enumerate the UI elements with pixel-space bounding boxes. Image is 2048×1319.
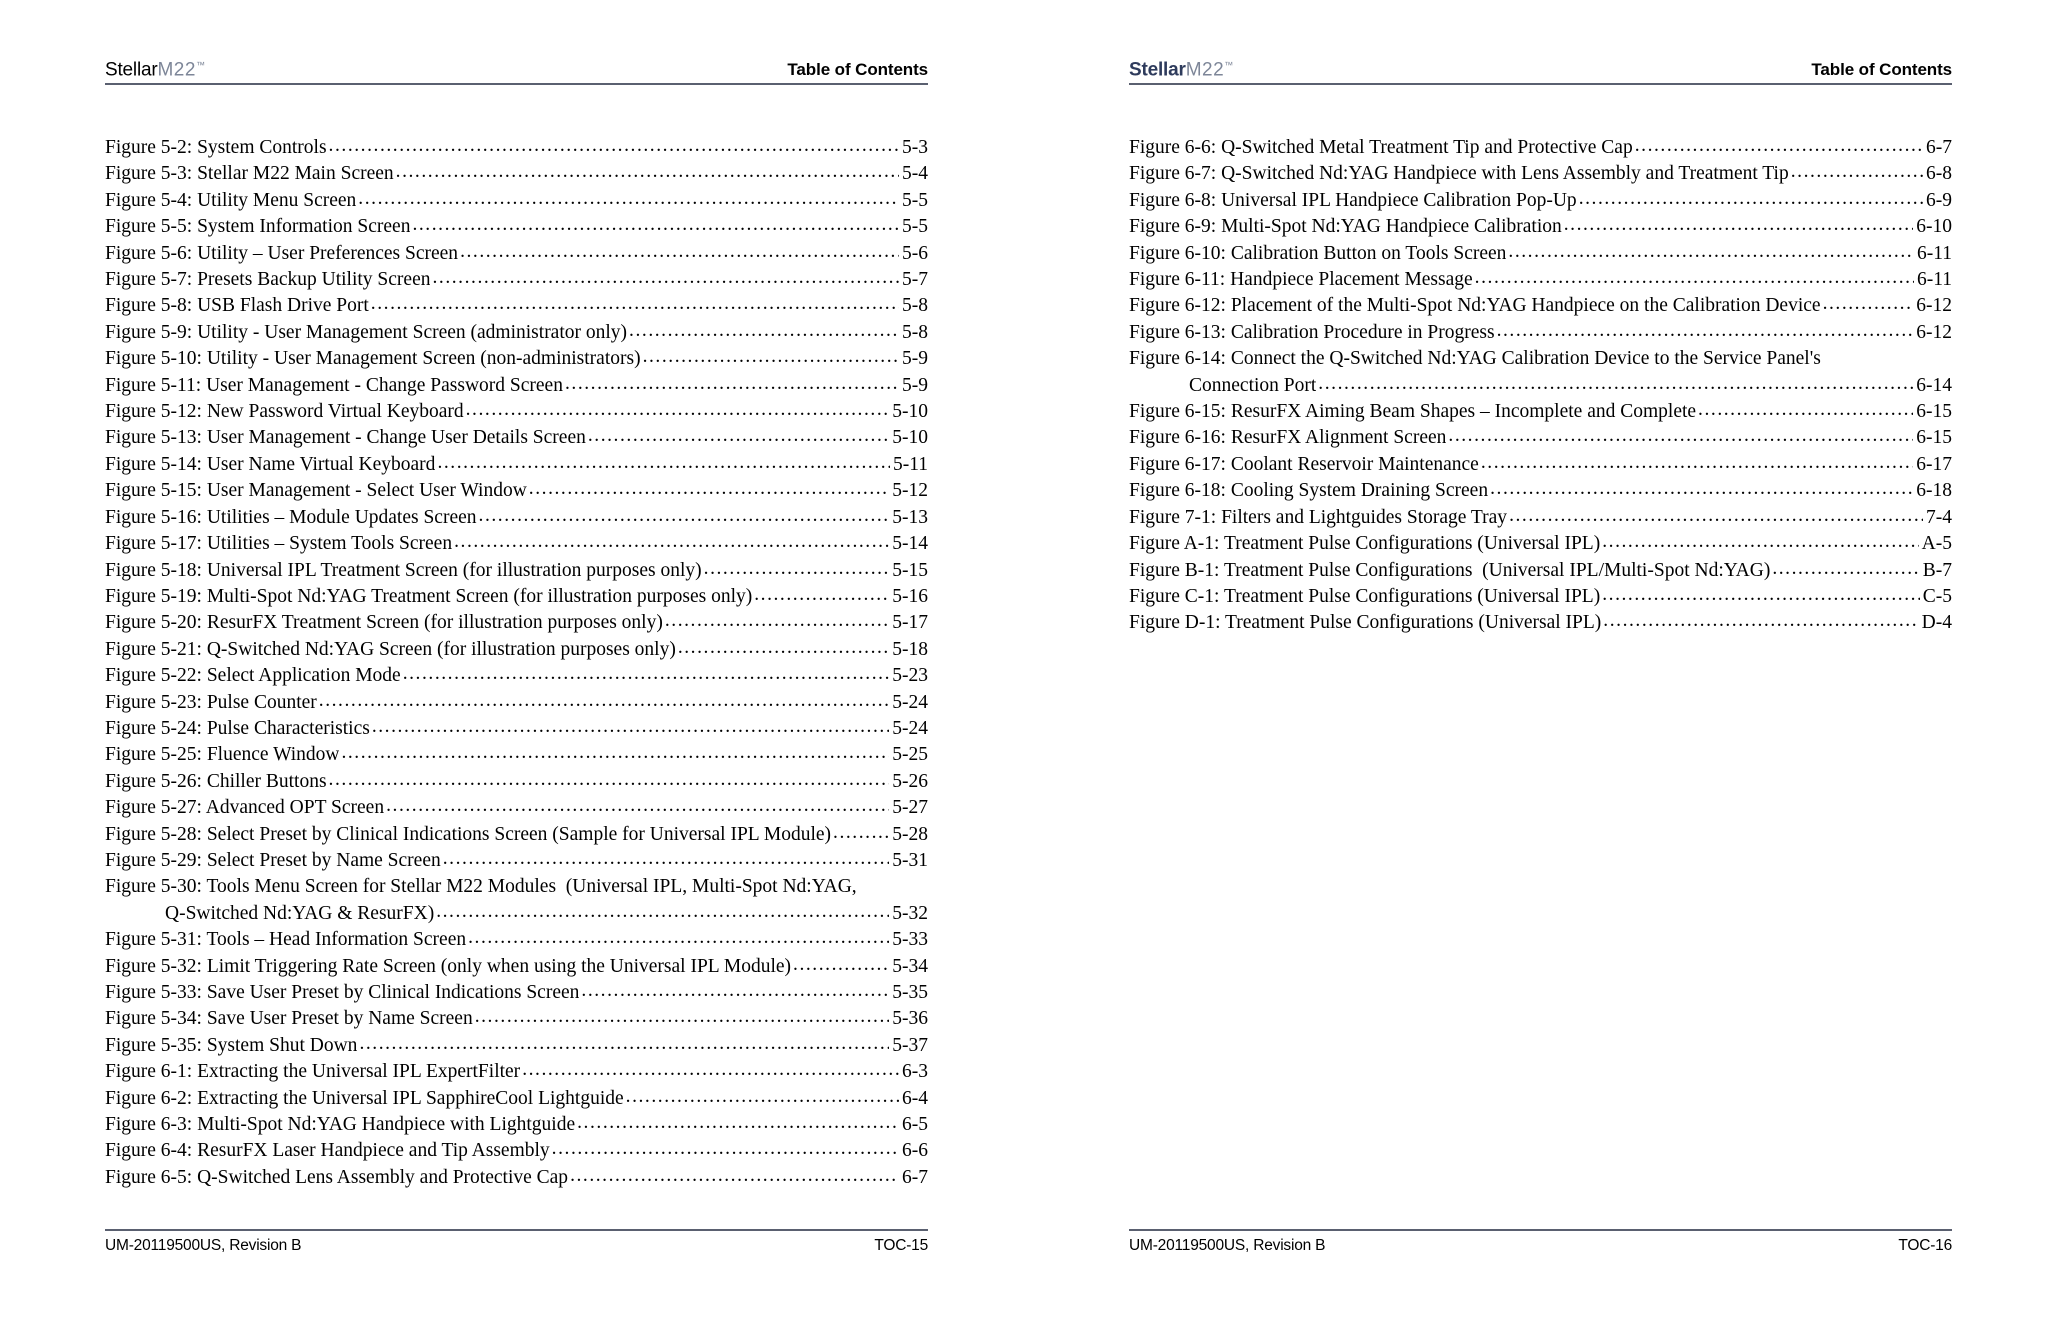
toc-entry-page-number: 5-11 [892,453,928,475]
toc-entry-page-number: 5-35 [892,982,928,1003]
dot-leader [552,1145,899,1165]
dot-leader [1509,511,1923,531]
dot-leader [1481,458,1913,478]
toc-entry[interactable] [105,558,928,584]
logo-stellar-text: Stellar [1129,59,1186,80]
dot-leader [529,485,889,505]
toc-entry[interactable] [1129,558,1952,584]
toc-entry[interactable] [105,293,928,319]
toc-entry[interactable] [105,663,928,689]
dot-leader [581,986,889,1006]
toc-entry[interactable] [105,135,928,161]
toc-entry[interactable] [1129,293,1952,319]
dot-leader [522,1066,899,1086]
header-divider [1129,83,1952,85]
toc-entry[interactable] [105,848,928,874]
toc-entry-label: Figure 6-7: Q-Switched Nd:YAG Handpiece with Lens Assembly and Treatment Tip [1129,163,1789,185]
toc-entry-page-number: 5-32 [892,902,928,924]
dot-leader [1772,564,1919,584]
page-footer [105,1229,928,1255]
toc-entry[interactable] [105,1086,928,1112]
dot-leader [454,538,889,558]
toc-entry-label: Figure 5-24: Pulse Characteristics [105,717,370,739]
logo-stellar-text: Stellar [105,59,158,80]
toc-entry-page-number: 5-27 [892,797,928,819]
toc-entry-label: Figure 5-5: System Information Screen [105,216,411,238]
toc-entry-page-number: 6-11 [1916,242,1952,264]
toc-entry[interactable] [105,690,928,716]
dot-leader [833,828,889,848]
dot-leader [1448,432,1913,452]
dot-leader [329,775,890,795]
dot-leader [754,590,889,610]
toc-entry-page-number: 5-37 [892,1034,928,1056]
toc-entry-label: Figure 5-29: Select Preset by Name Screen [105,849,441,871]
dot-leader [386,802,889,822]
toc-entry[interactable] [105,161,928,187]
page-header [1129,52,1952,86]
toc-entry-label: Figure D-1: Treatment Pulse Configurations (Universal IPL) [1129,612,1602,634]
toc-entry-page-number: 5-10 [892,427,928,449]
toc-entry[interactable] [1129,478,1952,504]
toc-entry[interactable] [1129,425,1952,451]
dot-leader [437,458,890,478]
dot-leader [460,247,899,267]
dot-leader [1602,590,1920,610]
header-divider [105,83,928,85]
toc-entry[interactable] [105,399,928,425]
toc-entry-page-number: 6-12 [1916,295,1952,317]
toc-entry-page-number: 5-3 [902,137,928,158]
toc-entry[interactable] [105,214,928,240]
dot-leader [1564,221,1914,241]
toc-entry-page-number: A-5 [1921,533,1952,555]
toc-entry-page-number: 6-7 [902,1166,928,1188]
dot-leader [1579,194,1923,214]
toc-entry-page-number: 5-28 [892,823,928,845]
toc-entry-label: Figure 5-28: Select Preset by Clinical Indications Screen (Sample for Universal IPL Module) [105,823,832,845]
dot-leader [436,907,889,927]
dot-leader [577,1118,899,1138]
toc-entry-label: Figure 6-9: Multi-Spot Nd:YAG Handpiece Calibration [1129,216,1562,238]
toc-entry[interactable] [1129,161,1952,187]
toc-entry-page-number: 6-7 [1926,137,1952,158]
toc-entry[interactable] [105,1112,928,1138]
toc-entry[interactable] [105,188,928,214]
toc-entry-page-number: 5-12 [892,480,928,502]
toc-entry[interactable] [105,795,928,821]
page-footer [1129,1229,1952,1255]
toc-entry-label: Figure 6-6: Q-Switched Metal Treatment Tip and Protective Cap [1129,137,1633,158]
dot-leader [1475,273,1914,293]
dot-leader [704,564,890,584]
toc-entry-label: Figure A-1: Treatment Pulse Configurations (Universal IPL) [1129,533,1601,555]
dot-leader [1698,405,1913,425]
dot-leader [665,617,889,637]
toc-entry-label: Figure 5-10: Utility - User Management Screen (non-administrators) [105,348,641,370]
dot-leader [629,326,899,346]
logo-m22-text: M22 [1185,59,1225,80]
dot-leader [1497,326,1914,346]
dot-leader [1508,247,1914,267]
toc-entry-label: Figure 5-35: System Shut Down [105,1034,358,1056]
toc-entry-page-number: 5-24 [892,691,928,713]
toc-entry-label: Figure 6-11: Handpiece Placement Message [1129,269,1473,291]
toc-entry-label: Figure 6-3: Multi-Spot Nd:YAG Handpiece with Lightguide [105,1114,576,1136]
toc-entry-label: Figure 5-32: Limit Triggering Rate Screen (only when using the Universal IPL Module) [105,955,792,977]
toc-entry[interactable] [105,425,928,451]
toc-entry[interactable] [1129,267,1952,293]
toc-entry-label: Figure 5-18: Universal IPL Treatment Screen (for illustration purposes only) [105,559,702,581]
footer-page-number: TOC-16 [1898,1237,1952,1254]
toc-entry-page-number: 6-15 [1916,427,1952,449]
toc-entry-label: Figure 5-33: Save User Preset by Clinical Indications Screen [105,982,580,1003]
dot-leader [1490,485,1913,505]
dot-leader [432,273,899,293]
page-header [105,52,928,86]
toc-entry-page-number: 6-9 [1926,189,1952,211]
toc-entry-label: Figure 5-23: Pulse Counter [105,691,317,713]
dot-leader [319,696,889,716]
toc-entry[interactable] [105,1138,928,1164]
toc-entry[interactable] [105,1165,928,1191]
toc-entry-label: Figure 5-2: System Controls [105,137,327,158]
toc-entry-label: Figure 5-7: Presets Backup Utility Screen [105,269,431,291]
dot-leader [1791,168,1923,188]
toc-entry[interactable] [105,1059,928,1085]
toc-entry-label-continued [105,901,928,927]
toc-entry-label: Figure 5-4: Utility Menu Screen [105,189,357,211]
dot-leader [626,1092,899,1112]
dot-leader [1635,141,1923,161]
toc-entry[interactable] [105,980,928,1006]
toc-entry-label: Figure 6-1: Extracting the Universal IPL ExpertFilter [105,1061,521,1083]
toc-entry[interactable] [1129,320,1952,346]
toc-entry[interactable] [105,874,928,927]
toc-entry-page-number: 6-5 [902,1114,928,1136]
toc-entry-label: Figure 5-16: Utilities – Module Updates Screen [105,506,477,528]
page-title: Table of Contents [1811,60,1952,79]
toc-entry[interactable] [1129,531,1952,557]
toc-entry-page-number: 6-6 [902,1140,928,1162]
dot-leader [1823,300,1914,320]
toc-entry-page-number: 5-8 [902,295,928,317]
logo-m22-text: M22 [157,59,196,80]
dot-leader [359,1039,889,1059]
toc-entry-page-number: 5-13 [892,506,928,528]
toc-entry[interactable] [1129,241,1952,267]
toc-entry-page-number: 5-17 [892,612,928,634]
toc-entry[interactable] [105,927,928,953]
toc-entry-page-number: 5-9 [902,374,928,396]
toc-entry-page-number: 5-6 [902,242,928,264]
toc-entry[interactable] [1129,610,1952,636]
toc-entry-page-number: 6-14 [1916,374,1952,396]
toc-entry-page-number: 5-5 [902,216,928,238]
toc-entry-page-number: 6-10 [1916,216,1952,238]
toc-entry-page-number: 5-7 [902,269,928,291]
dot-leader [412,221,899,241]
toc-entry-label: Figure 5-8: USB Flash Drive Port [105,295,369,317]
toc-entry[interactable] [1129,399,1952,425]
toc-entry-page-number: 6-4 [902,1087,928,1109]
dot-leader [329,141,899,161]
toc-entry-label: Figure 6-8: Universal IPL Handpiece Calibration Pop-Up [1129,189,1577,211]
toc-entry-label: Figure 5-19: Multi-Spot Nd:YAG Treatment Screen (for illustration purposes only) [105,585,753,607]
toc-entry-label: Figure 5-34: Save User Preset by Name Screen [105,1008,473,1030]
toc-entry[interactable] [1129,346,1952,399]
dot-leader [358,194,899,214]
toc-entry-page-number: 5-10 [892,401,928,423]
toc-entry-page-number: 5-14 [892,533,928,555]
dot-leader [1602,538,1918,558]
toc-entry-label: Figure 6-14: Connect the Q-Switched Nd:YAG Calibration Device to the Service Panel's [1129,348,1821,370]
dot-leader [468,934,889,954]
toc-entry-page-number: 6-18 [1916,480,1952,502]
toc-entry[interactable] [105,637,928,663]
toc-entry[interactable] [105,954,928,980]
toc-entry-page-number: 5-9 [902,348,928,370]
stellar-m22-logo [105,55,205,80]
toc-entry-label: Figure 5-17: Utilities – System Tools Screen [105,533,453,555]
toc-entry-page-number: D-4 [1921,612,1952,634]
toc-entry-label: Figure 6-18: Cooling System Draining Screen [1129,480,1489,502]
toc-entry-label: Figure 6-10: Calibration Button on Tools Screen [1129,242,1507,264]
toc-entry-page-number: 5-23 [892,665,928,687]
toc-entry[interactable] [105,241,928,267]
dot-leader [570,1171,899,1191]
toc-entry[interactable] [105,531,928,557]
toc-entry-list-right [1129,135,1952,637]
toc-entry[interactable] [105,373,928,399]
toc-entry-page-number: 5-25 [892,744,928,766]
toc-entry-page-number: 6-12 [1916,321,1952,343]
toc-entry-page-number: 5-34 [892,955,928,977]
toc-entry-page-number: 5-15 [892,559,928,581]
toc-entry-page-number: 6-3 [902,1061,928,1083]
dot-leader [643,353,899,373]
toc-entry-label: Figure 5-27: Advanced OPT Screen [105,797,385,819]
dot-leader [479,511,890,531]
toc-entry-label-line2: Connection Port [1189,374,1317,396]
toc-entry[interactable] [105,742,928,768]
toc-entry-page-number: 7-4 [1926,506,1952,528]
toc-entry-list-left [105,135,928,1191]
toc-entry-label: Figure 6-12: Placement of the Multi-Spot Nd:YAG Handpiece on the Calibration Device [1129,295,1821,317]
toc-entry[interactable] [105,1033,928,1059]
toc-entry-label: Figure 5-14: User Name Virtual Keyboard [105,453,436,475]
toc-entry[interactable] [105,716,928,742]
dot-leader [443,854,890,874]
toc-entry-label: Figure 5-20: ResurFX Treatment Screen (for illustration purposes only) [105,612,663,634]
toc-entry[interactable] [105,822,928,848]
toc-entry-label: Figure 5-9: Utility - User Management Screen (administrator only) [105,321,628,343]
toc-entry-label-continued [1129,373,1952,399]
toc-entry-page-number: 5-36 [892,1008,928,1030]
toc-entry[interactable] [1129,135,1952,161]
dot-leader [1318,379,1913,399]
toc-entry-label: Figure 6-5: Q-Switched Lens Assembly and Protective Cap [105,1166,569,1188]
toc-entry-label: Figure 5-13: User Management - Change User Details Screen [105,427,586,449]
toc-entry-page-number: 5-18 [892,638,928,660]
toc-entry-label: Figure 6-15: ResurFX Aiming Beam Shapes – Incomplete and Complete [1129,401,1697,423]
dot-leader [466,405,890,425]
toc-entry-label: Figure 5-22: Select Application Mode [105,665,401,687]
toc-entry[interactable] [105,320,928,346]
dot-leader [371,300,899,320]
toc-entry-label-line2: Q-Switched Nd:YAG & ResurFX) [165,902,435,924]
footer-document-id: UM-20119500US, Revision B [105,1237,302,1254]
toc-entry[interactable] [1129,505,1952,531]
trademark-icon: ™ [195,59,205,70]
toc-entry-page-number: 6-17 [1916,453,1952,475]
toc-entry-label: Figure 5-31: Tools – Head Information Screen [105,929,467,951]
toc-entry-page-number: 5-31 [892,849,928,871]
toc-entry-page-number: 5-33 [892,929,928,951]
toc-entry-label: Figure 5-6: Utility – User Preferences Screen [105,242,459,264]
page-title: Table of Contents [787,60,928,79]
toc-entry-label: Figure 5-11: User Management - Change Password Screen [105,374,563,396]
toc-entry-page-number: 6-8 [1926,163,1952,185]
footer-divider [105,1229,928,1231]
toc-entry-page-number: 5-8 [902,321,928,343]
toc-entry-page-number: 5-26 [892,770,928,792]
toc-entry-label: Figure 5-15: User Management - Select User Window [105,480,527,502]
toc-entry-label: Figure 5-12: New Password Virtual Keyboard [105,401,464,423]
toc-entry-page-number: 6-15 [1916,401,1952,423]
toc-entry-label: Figure 5-25: Fluence Window [105,744,340,766]
dot-leader [678,643,889,663]
dot-leader [1603,617,1918,637]
toc-entry-label: Figure 6-2: Extracting the Universal IPL SapphireCool Lightguide [105,1087,624,1109]
footer-divider [1129,1229,1952,1231]
dot-leader [565,379,899,399]
toc-entry[interactable] [1129,188,1952,214]
toc-entry-label: Figure B-1: Treatment Pulse Configurations (Universal IPL/Multi-Spot Nd:YAG) [1129,559,1771,581]
toc-entry-label: Figure 5-30: Tools Menu Screen for Stellar M22 Modules (Universal IPL, Multi-Spot Nd:YAG, [105,876,857,898]
trademark-icon: ™ [1224,59,1233,70]
toc-entry[interactable] [105,769,928,795]
toc-entry[interactable] [105,346,928,372]
toc-entry-label: Figure C-1: Treatment Pulse Configurations (Universal IPL) [1129,585,1601,607]
toc-entry-label: Figure 7-1: Filters and Lightguides Storage Tray [1129,506,1508,528]
toc-entry[interactable] [105,505,928,531]
toc-entry[interactable] [105,584,928,610]
toc-entry[interactable] [105,1006,928,1032]
toc-entry-page-number: 5-4 [902,163,928,185]
footer-document-id: UM-20119500US, Revision B [1129,1237,1326,1254]
toc-entry-label: Figure 6-16: ResurFX Alignment Screen [1129,427,1447,449]
toc-entry-page-number: 5-16 [892,585,928,607]
toc-entry[interactable] [105,267,928,293]
toc-entry-page-number: C-5 [1922,585,1952,607]
toc-entry-page-number: 5-24 [892,717,928,739]
toc-entry-label: Figure 6-4: ResurFX Laser Handpiece and Tip Assembly [105,1140,550,1162]
dot-leader [588,432,889,452]
toc-entry[interactable] [105,478,928,504]
toc-entry-label: Figure 5-3: Stellar M22 Main Screen [105,163,394,185]
toc-entry[interactable] [105,452,928,478]
toc-entry-label: Figure 6-17: Coolant Reservoir Maintenance [1129,453,1479,475]
dot-leader [403,670,890,690]
toc-entry[interactable] [1129,214,1952,240]
dot-leader [341,749,889,769]
page-toc-16 [1024,0,2048,1319]
toc-entry-page-number: 5-5 [902,189,928,211]
toc-entry-label: Figure 5-26: Chiller Buttons [105,770,327,792]
toc-entry[interactable] [1129,452,1952,478]
dot-leader [396,168,899,188]
footer-page-number: TOC-15 [874,1237,928,1254]
toc-entry-label: Figure 5-21: Q-Switched Nd:YAG Screen (for illustration purposes only) [105,638,676,660]
dot-leader [475,1013,890,1033]
stellar-m22-logo [1129,55,1233,80]
dot-leader [372,722,889,742]
toc-entry[interactable] [1129,584,1952,610]
toc-entry[interactable] [105,610,928,636]
dot-leader [793,960,889,980]
toc-entry-page-number: B-7 [1922,559,1952,581]
toc-entry-page-number: 6-11 [1916,269,1952,291]
toc-entry-label: Figure 6-13: Calibration Procedure in Progress [1129,321,1495,343]
